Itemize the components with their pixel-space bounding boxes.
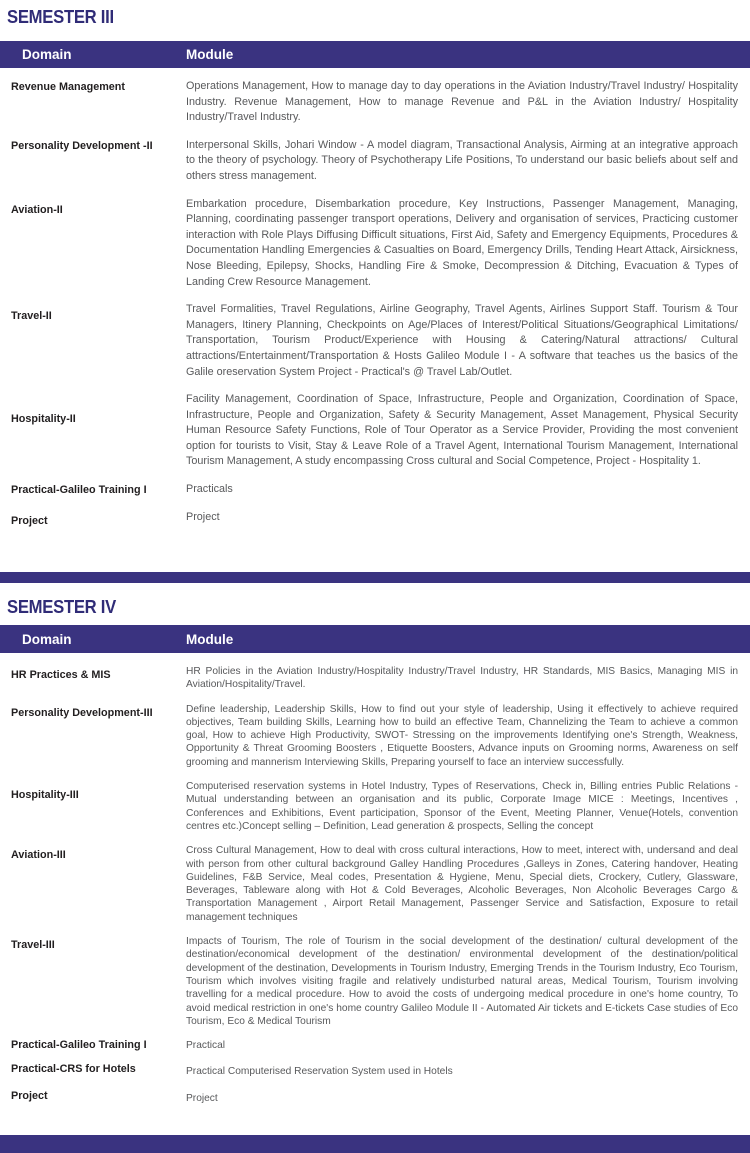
semester-3-rows [0,68,750,528]
semester-4-rows [0,653,750,1105]
section-separator-bar [0,572,750,583]
domain-cell: Practical-Galileo Training I [11,484,147,497]
domain-cell: HR Practices & MIS [11,669,111,681]
module-cell: Define leadership, Leadership Skills, How to find out your style of leadership, Using it effectively to achieve required objectives, Team building Skills, Learning how to build an effective Team, Channelizing the Team to achieve a common goal, How to achieve High Productivity, SWOT- Stressing on the improvements Identifying one's Strength, Weakness, Opportunity & Threat Grooming Boosters , Etiquette Boosters, Advance inputs on Grooming norms, Awareness on self grooming and mannerism Interviewing Skills, Preparing yourself to face an interview successfully. [186,703,738,768]
column-header-domain: Domain [22,47,72,62]
module-cell: Cross Cultural Management, How to deal with cross cultural interactions, How to meet, interect with, undersand and deal with person from other cultural background Galley Handling Procedures ,Galleys in Zones, Catering handover, Heating Guidelines, F&B Service, Meal codes, Presentation & Hygiene, Menu, Special diets, Crockery, Cutlery, Glassware, Beverages, Tableware along with Hot & Cold Beverages, Alcoholic Beverages, Non Alcoholic Beverages Cargo & Transportation Management , Airport Retail Management, Passenger Service and Satisfaction, Exposure to retail management techniques [186,845,738,923]
domain-cell: Practical-CRS for Hotels [11,1063,136,1076]
module-cell: Impacts of Tourism, The role of Tourism in the social development of the destination/ cultural development of the destination/economical development of the destination/ environmental development of the destination/political development of the destination, Developments in Tourism Industry, Emerging Trends in the Tourism Industry, Eco Tourism, Tourism which involves visiting fragile and relatively undisturbed natural areas, Medical Tourism, Tourism involving travelling for a medical procedure. How to avoid the costs of undergoing medical procedure in one's home country, To avoid medical restriction in one's home country Galileo Module II - Automated Air tickets and E-tickets Case studies of Eco Tourism, Eco & Medical Tourism [186,936,738,1027]
domain-cell: Hospitality-II [11,413,76,426]
domain-cell: Travel-II [11,310,52,323]
module-cell: Practicals [186,483,233,496]
domain-cell: Aviation-III [11,849,66,862]
column-header-module: Module [186,631,234,647]
domain-cell: Project [11,514,48,527]
table-row [0,197,750,291]
domain-cell: Personality Development -II [11,139,153,152]
table-row [0,1090,750,1105]
table-row [0,935,750,1028]
module-cell: Practical Computerised Reservation System used in Hotels [186,1066,453,1078]
module-cell: HR Policies in the Aviation Industry/Hospitality Industry/Travel Industry, HR Standards, MIS Basics, Managing MIS in Aviation/Hospitality/Travel. [186,666,738,691]
column-header-domain: Domain [22,631,72,647]
module-cell: Travel Formalities, Travel Regulations, Airline Geography, Travel Agents, Airlines Support Staff. Tourism & Tour Managers, Itinery Planning, Checkpoints on Age/Places of Interest/Political Situations/Geographical Limitations/ Transportation, Tourism Product/Experience with Housing & Catering/Natural attractions/ Cultural attractions/Entertainment/Transportation & Hosts Galileo Module I - A software that teaches us the basics of the Galile oreservation System Project - Practical's @ Travel Lab/Outlet. [186,303,738,378]
module-cell: Operations Management, How to manage day to day operations in the Aviation Industry/Travel Industry/ Hospitality Industry. Revenue Management, How to manage Revenue and P&L in the Aviation Industry/ Hospitality Industry/Travel Industry. [186,80,738,124]
table-row [0,510,750,528]
domain-cell: Revenue Management [11,81,125,93]
domain-cell: Practical-Galileo Training I [11,1039,147,1052]
table-row [0,138,750,185]
table-row [0,703,750,769]
domain-cell: Personality Development-III [11,706,153,719]
semester-3-section [0,0,750,540]
domain-cell: Hospitality-III [11,789,79,802]
table-row [0,1063,750,1078]
table-row [0,665,750,692]
column-header-module: Module [186,47,234,62]
semester-4-section [0,597,750,1116]
module-cell: Facility Management, Coordination of Space, Infrastructure, People and Organization, Coordination of Space, Infrastructure, People and Organization, Safety & Security Management, Asset Management, Physical Security Human Resource Safety Functions, Role of Tour Operator as a Service Provider, Providing the most convenient option for tourists to Visit, Stay & Leave Role of a Travel Agent, International Tourism Management, International Tourism Management, A study encompassing Cross cultural and Social Competence, Project - Hospitality 1. [186,393,738,468]
module-cell: Interpersonal Skills, Johari Window - A model diagram, Transactional Analysis, Airming at an integrative approach to the theory of psychology. Theory of Psychotherapy Life Positions, To understand our basic beliefs about self and others stress management. [186,138,738,182]
semester-3-heading: SEMESTER III [7,6,114,27]
module-cell: Project [186,1092,218,1104]
table-row [0,844,750,924]
module-cell: Project [186,510,220,523]
table-row [0,482,750,498]
module-cell: Computerised reservation systems in Hotel Industry, Types of Reservations, Check in, Billing entries Public Relations - Mutual understanding between an organisation and its public, Corporate Image MICE : Meetings, Incentives , Conferences and Exhibitions, Event participation, Sponsor of the Event, Meeting Planner, Venue(Hotels, convention centres etc.)Concept selling – Definition, Lead generation & prospects, Selling the concept [186,781,738,832]
domain-cell: Project [11,1089,48,1102]
table-row [0,79,750,126]
module-cell: Practical [186,1040,226,1052]
table-row [0,302,750,380]
semester-4-table-header [0,625,750,653]
semester-4-heading: SEMESTER IV [7,596,116,617]
table-row [0,780,750,833]
semester-3-table-header [0,41,750,68]
domain-cell: Travel-III [11,939,55,952]
table-row [0,1039,750,1052]
module-cell: Embarkation procedure, Disembarkation procedure, Key Instructions, Passenger Management, Managing, Planning, coordinating passenger transport operations, Delivery and organisation of services, Practicing customer interaction with Role Plays Diffusing Difficult situations, First Aid, Safety and Emergency Equipments, Procedures & Documentation Handling Emergencies & Casualties on Board, Emergency Drills, Tending Heart Attack, Airsickness, Nose Bleeding, Epilepsy, Shocks, Handling Fire & Smoke, Decompression & Ditching, Evacuation & Types of Landing Crew Resource Management. [186,197,738,288]
page-footer-bar [0,1135,750,1153]
domain-cell: Aviation-II [11,203,63,216]
table-row [0,392,750,470]
